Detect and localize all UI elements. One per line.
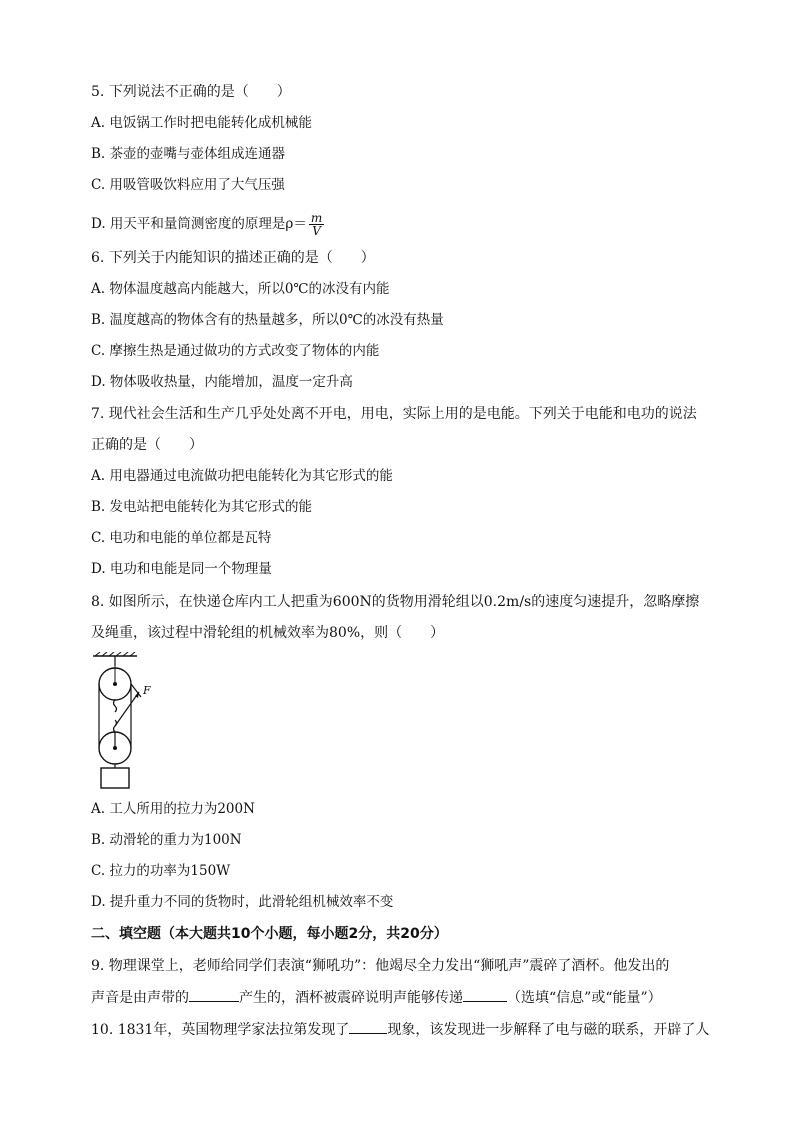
q6-stem: 6. 下列关于内能知识的描述正确的是（ ）	[91, 250, 375, 266]
q8-stem-line2: 及绳重，该过程中滑轮组的机械效率为80%，则（ ）	[91, 625, 445, 641]
q10-line1-text-1: 10. 1831年，英国物理学家法拉第发现了	[91, 1022, 350, 1038]
q9-line2	[91, 987, 662, 1007]
q7-stem-line2: 正确的是（ ）	[91, 437, 203, 453]
q9-line2-text-3: （选填“信息”或“能量”）	[507, 990, 662, 1006]
pulley-system-figure	[91, 652, 161, 792]
density-fraction	[309, 212, 324, 237]
q10-blank-1[interactable]	[349, 1019, 387, 1034]
q9-blank-2[interactable]	[463, 987, 507, 1002]
q7-option-d: D. 电功和电能是同一个物理量	[91, 561, 272, 577]
q8-option-c: C. 拉力的功率为150W	[91, 863, 231, 879]
q9-line2-text-1: 声音是由声带的	[91, 990, 189, 1006]
q5-option-d	[91, 206, 324, 242]
q6-option-c: C. 摩擦生热是通过做功的方式改变了物体的内能	[91, 343, 380, 359]
q6-option-a: A. 物体温度越高内能越大，所以0℃的冰没有内能	[91, 281, 390, 297]
q8-option-b: B. 动滑轮的重力为100N	[91, 832, 242, 848]
fraction-numerator: m	[310, 211, 323, 225]
q9-line2-text-2: 产生的，酒杯被震碎说明声能够传递	[239, 990, 463, 1006]
q5-option-a: A. 电饭锅工作时把电能转化成机械能	[91, 115, 312, 131]
q8-stem-line1: 8. 如图所示，在快递仓库内工人把重为600N的货物用滑轮组以0.2m/s的速度匀速提升，忽略摩擦	[91, 594, 700, 610]
fraction-denominator: V	[312, 224, 321, 238]
force-arrow-line	[115, 692, 139, 726]
q5-option-b: B. 茶壶的壶嘴与壶体组成连通器	[91, 146, 286, 162]
hook-upper	[114, 700, 117, 712]
q9-line1: 9. 物理课堂上，老师给同学们表演“狮吼功”：他竭尽全力发出“狮吼声”震碎了酒杯。他发出的	[91, 958, 670, 974]
q7-option-c: C. 电功和电能的单位都是瓦特	[91, 530, 272, 546]
q7-option-a: A. 用电器通过电流做功把电能转化为其它形式的能	[91, 468, 393, 484]
q7-option-b: B. 发电站把电能转化为其它形式的能	[91, 499, 313, 515]
section-title: 二、填空题（本大题共10个小题，每小题2分，共20分）	[91, 926, 448, 942]
q5-option-c: C. 用吸管吸饮料应用了大气压强	[91, 177, 285, 193]
cargo-box	[101, 768, 129, 788]
q8-option-d: D. 提升重力不同的货物时，此滑轮组机械效率不变	[91, 894, 394, 910]
pulley-diagram	[91, 652, 161, 792]
force-label: F	[143, 684, 151, 697]
q8-option-a: A. 工人所用的拉力为200N	[91, 801, 255, 817]
q7-stem-line1: 7. 现代社会生活和生产几乎处处离不开电，用电，实际上用的是电能。下列关于电能和电功的说法	[91, 406, 697, 422]
q10-line1	[91, 1019, 709, 1039]
q5-option-d-text: D. 用天平和量筒测密度的原理是ρ＝	[91, 216, 307, 232]
q9-blank-1[interactable]	[189, 987, 239, 1002]
q10-line1-text-2: 现象，该发现进一步解释了电与磁的联系，开辟了人	[387, 1022, 710, 1038]
q6-option-d: D. 物体吸收热量，内能增加，温度一定升高	[91, 374, 353, 390]
q6-option-b: B. 温度越高的物体含有的热量越多，所以0℃的冰没有热量	[91, 312, 444, 328]
q5-stem: 5. 下列说法不正确的是（ ）	[91, 84, 291, 100]
